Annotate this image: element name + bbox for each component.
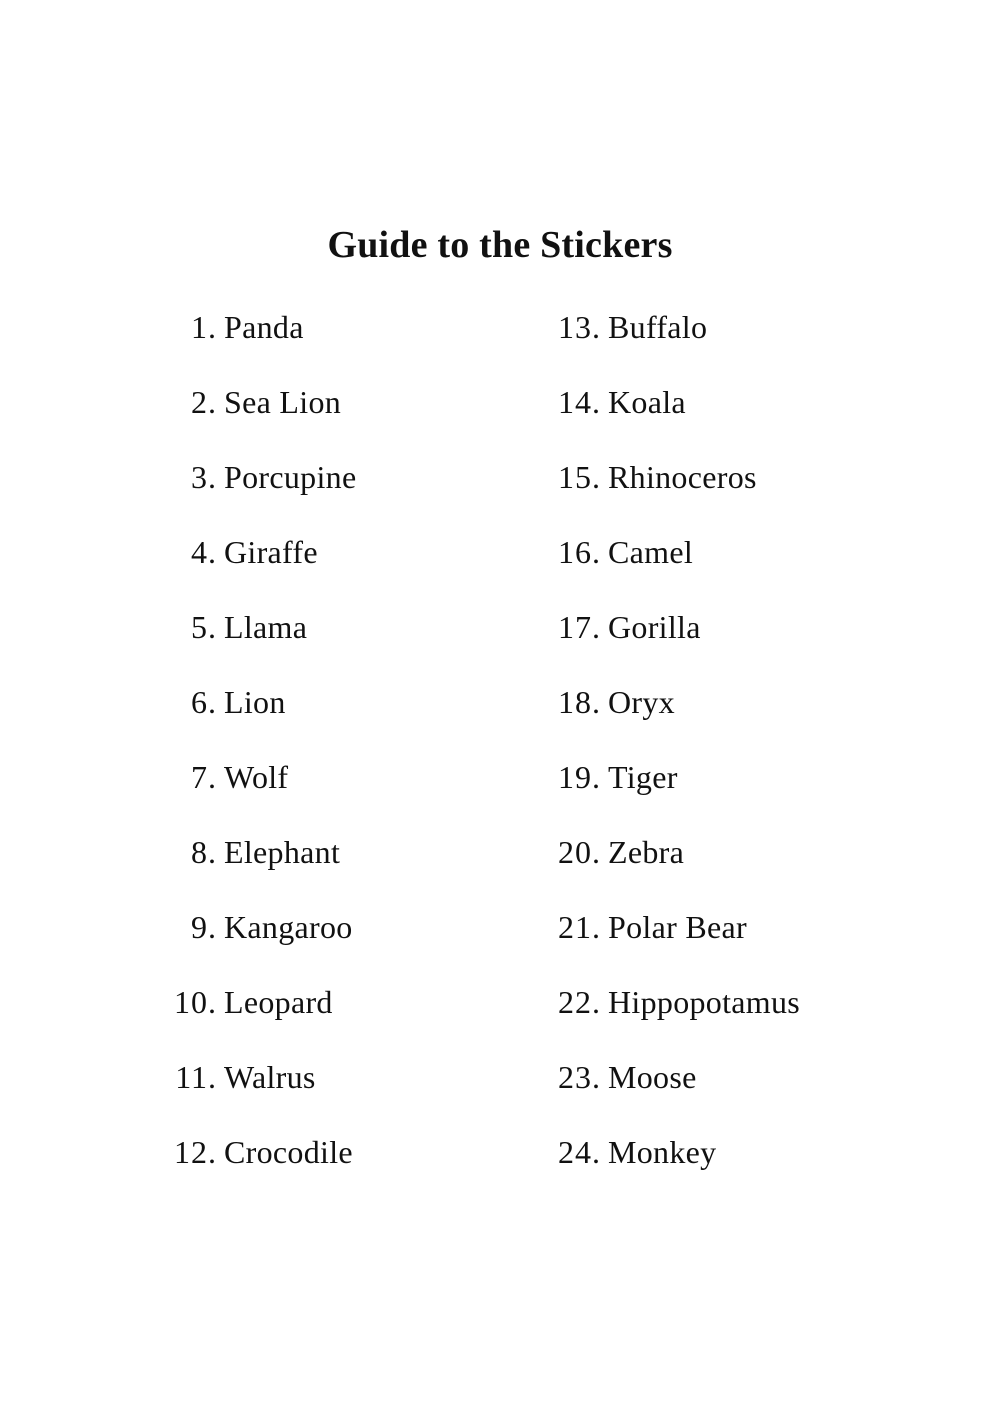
item-number: 1. [191, 309, 217, 345]
list-item [0, 757, 1000, 797]
list-item [0, 907, 1000, 947]
item-number: 2. [191, 384, 217, 420]
list-item [0, 832, 1000, 872]
item-name: Sea Lion [224, 384, 342, 420]
item-name: Wolf [224, 759, 289, 795]
item-number: 6. [191, 684, 217, 720]
item-name: Polar Bear [608, 909, 747, 945]
item-number: 14. [558, 384, 601, 420]
item-number: 20. [558, 834, 601, 870]
item-name: Koala [608, 384, 686, 420]
item-number: 21. [558, 909, 601, 945]
item-number: 18. [558, 684, 601, 720]
list-item [0, 607, 1000, 647]
item-name: Oryx [608, 684, 675, 720]
item-name: Elephant [224, 834, 341, 870]
item-name: Moose [608, 1059, 697, 1095]
page-title: Guide to the Stickers [327, 224, 673, 266]
item-name: Zebra [608, 834, 685, 870]
item-name: Kangaroo [224, 909, 353, 945]
item-name: Giraffe [224, 534, 318, 570]
item-number: 11. [175, 1059, 217, 1095]
list-item [0, 682, 1000, 722]
list-item [0, 457, 1000, 497]
item-number: 15. [558, 459, 601, 495]
item-name: Camel [608, 534, 694, 570]
item-name: Walrus [224, 1059, 316, 1095]
list-item [0, 1057, 1000, 1097]
item-number: 23. [558, 1059, 601, 1095]
item-name: Buffalo [608, 309, 708, 345]
item-number: 16. [558, 534, 601, 570]
item-number: 19. [558, 759, 601, 795]
item-name: Leopard [224, 984, 333, 1020]
item-number: 4. [191, 534, 217, 570]
item-name: Crocodile [224, 1134, 353, 1170]
list-item [0, 307, 1000, 347]
item-number: 5. [191, 609, 217, 645]
item-name: Llama [224, 609, 308, 645]
item-number: 17. [558, 609, 601, 645]
item-number: 24. [558, 1134, 601, 1170]
list-item [0, 382, 1000, 422]
item-number: 9. [191, 909, 217, 945]
item-name: Panda [224, 309, 304, 345]
list-item [0, 1132, 1000, 1172]
list-item [0, 982, 1000, 1022]
item-name: Tiger [608, 759, 678, 795]
item-name: Lion [224, 684, 286, 720]
item-number: 3. [191, 459, 217, 495]
item-name: Monkey [608, 1134, 717, 1170]
item-name: Rhinoceros [608, 459, 757, 495]
item-number: 10. [174, 984, 217, 1020]
list-item [0, 532, 1000, 572]
item-number: 12. [174, 1134, 217, 1170]
item-name: Gorilla [608, 609, 701, 645]
item-name: Hippopotamus [608, 984, 801, 1020]
item-number: 7. [191, 759, 217, 795]
item-number: 13. [558, 309, 601, 345]
item-number: 8. [191, 834, 217, 870]
item-number: 22. [558, 984, 601, 1020]
item-name: Porcupine [224, 459, 357, 495]
